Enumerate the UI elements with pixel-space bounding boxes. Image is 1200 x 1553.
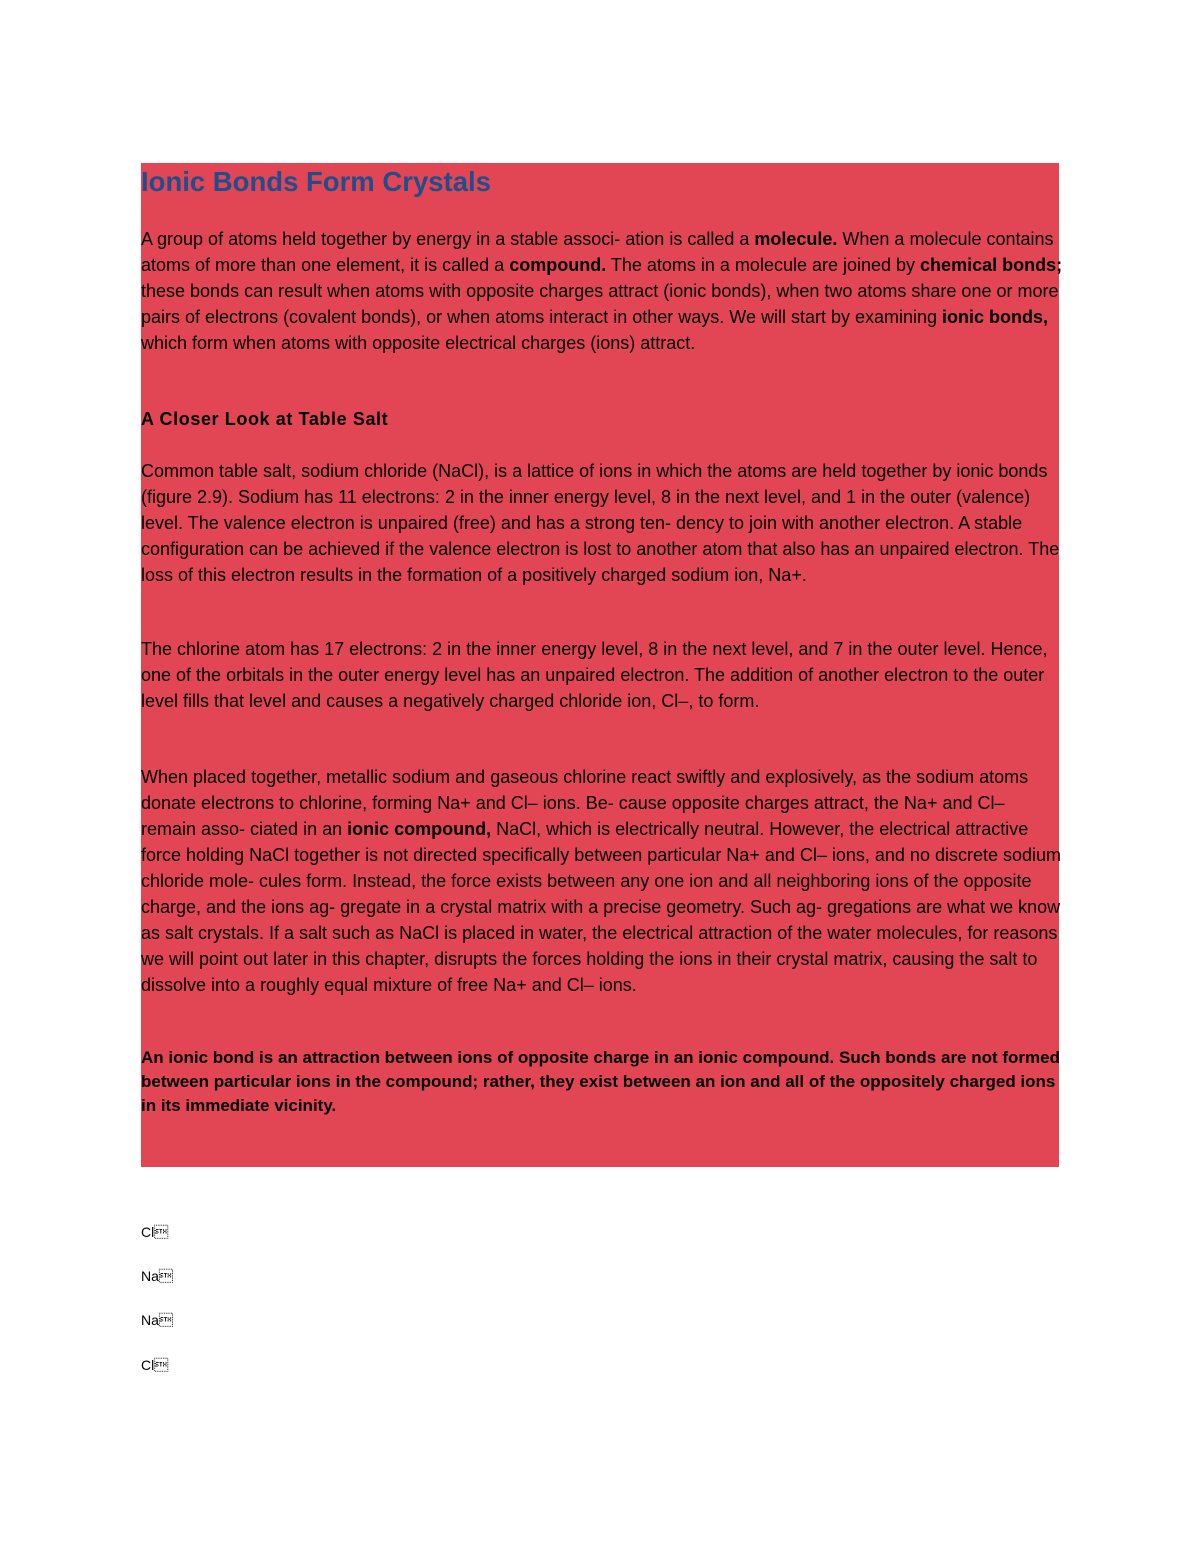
- p1-text-3: The atoms in a molecule are joined by: [606, 255, 921, 275]
- p1-text-2: When a molecule contains atoms of more than one element, it is called a: [141, 229, 1054, 275]
- paragraph-ionic-compound: [141, 764, 1063, 998]
- paragraph-chlorine: The chlorine atom has 17 electrons: 2 in the inner energy level, 8 in the next level, and 7 in the outer level. Hence, one of the orbitals in the outer energy level has an unpaired electron. The addition of another electron to the outer level fills that level and causes a negatively charged chloride ion, Cl–, to form.: [141, 639, 1048, 711]
- figure-label-na: Na: [141, 1312, 173, 1328]
- figure-label-cl: Cl: [141, 1357, 169, 1373]
- paragraph-molecules: [141, 226, 1063, 356]
- p4-text-2: NaCl, which is electrically neutral. However, the electrical attractive force holding NaCl together is not directed specifically between particular Na+ and Cl– ions, and no discrete sodium chloride mole- cules form. Instead, the force exists between any one ion and all neighboring ions of the opposite charge, and the ions ag- gregate in a crystal matrix with a precise geometry. Such ag- gregations are what we know as salt crystals. If a salt such as NaCl is placed in water, the electrical attraction of the water molecules, for reasons we will point out later in this chapter, disrupts the forces holding the ions in their crystal matrix, causing the salt to dissolve into a roughly equal mixture of free Na+ and Cl– ions.: [141, 819, 1062, 995]
- term-compound: compound.: [509, 255, 607, 275]
- p1-text-1: A group of atoms held together by energy in a stable associ- ation is called a: [141, 229, 755, 249]
- paragraph-sodium: Common table salt, sodium chloride (NaCl), is a lattice of ions in which the atoms are held together by ionic bonds (figure 2.9). Sodium has 11 electrons: 2 in the inner energy level, 8 in the next level, and 1 in the outer (valence) level. The valence electron is unpaired (free) and has a strong ten- dency to join with another electron. A stable configuration can be achieved if the valence electron is lost to another atom that also has an unpaired electron. The loss of this electron results in the formation of a positively charged sodium ion, Na+.: [141, 461, 1060, 585]
- term-ionic-compound: ionic compound,: [347, 819, 492, 839]
- term-chemical-bonds: chemical bonds;: [920, 255, 1063, 275]
- section-heading: A Closer Look at Table Salt: [141, 409, 389, 429]
- summary-statement: An ionic bond is an attraction between ions of opposite charge in an ionic compound. Such bonds are not formed between particular ions in the compound; rather, they exist between an ion and all of the oppositely charged ions in its immediate vicinity.: [141, 1048, 1061, 1115]
- p1-text-5: which form when atoms with opposite electrical charges (ions) attract.: [141, 333, 696, 353]
- term-ionic-bonds: ionic bonds,: [942, 307, 1049, 327]
- figure-label-cl: Cl: [141, 1224, 169, 1240]
- term-molecule: molecule.: [754, 229, 838, 249]
- document-title: Ionic Bonds Form Crystals: [141, 166, 491, 197]
- p4-text-1: When placed together, metallic sodium and gaseous chlorine react swiftly and explosively, as the sodium atoms donate electrons to chlorine, forming Na+ and Cl– ions. Be- cause opposite charges attract, the Na+ and Cl– remain asso- ciated in an: [141, 767, 1029, 839]
- p1-text-4: these bonds can result when atoms with opposite charges attract (ionic bonds), when two atoms share one or more pairs of electrons (covalent bonds), or when atoms interact in other ways. We will start by examining: [141, 281, 1059, 327]
- figure-label-na: Na: [141, 1268, 173, 1284]
